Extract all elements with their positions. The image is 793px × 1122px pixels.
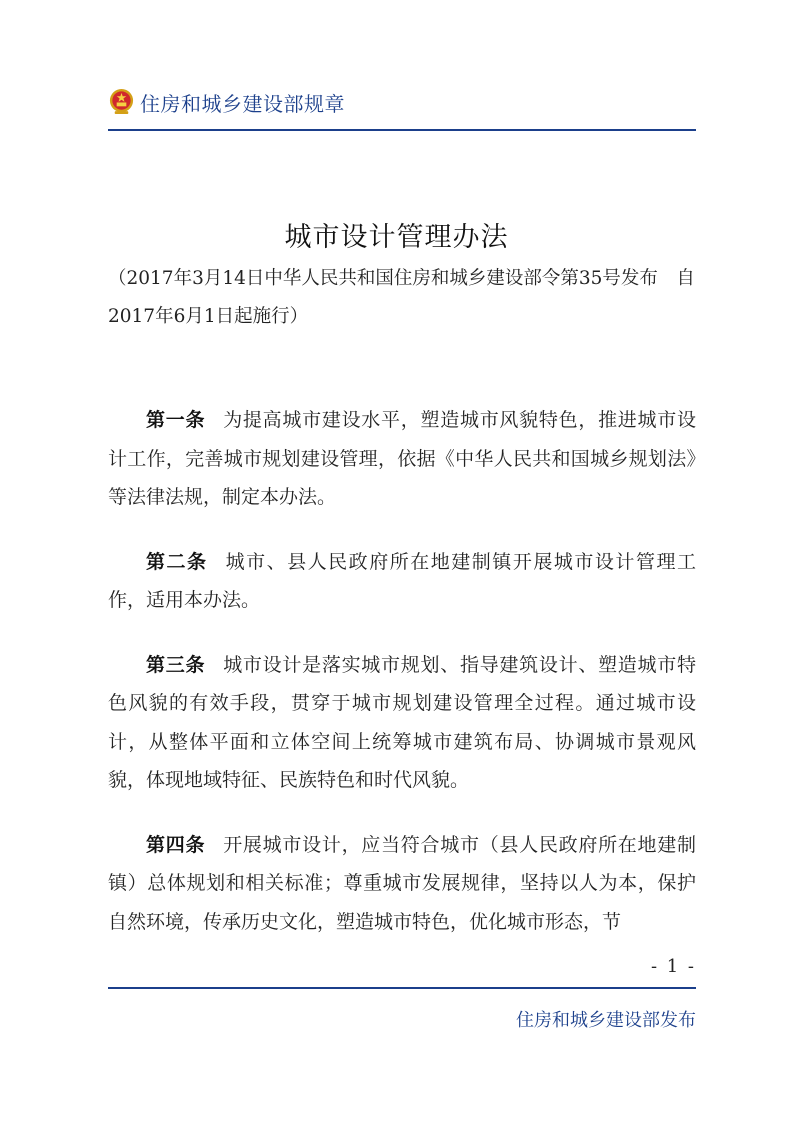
article-label: 第四条 <box>146 833 206 856</box>
article-label: 第三条 <box>146 653 206 676</box>
header-divider <box>108 129 696 131</box>
footer-publisher: 住房和城乡建设部发布 <box>516 1010 696 1031</box>
page-header <box>108 86 696 118</box>
footer-divider <box>108 987 696 989</box>
article-text: 为提高城市建设水平，塑造城市风貌特色，推进城市设计工作，完善城市规划建设管理，依据《中华人民共和国城乡规划法》等法律法规，制定本办法。 <box>108 409 696 508</box>
article-label: 第一条 <box>146 409 206 431</box>
article-label: 第二条 <box>146 550 208 573</box>
article-text: 城市设计是落实城市规划、指导建筑设计、塑造城市特色风貌的有效手段，贯穿于城市规划建设管理全过程。通过城市设计，从整体平面和立体空间上统筹城市建筑布局、协调城市景观风貌，体现地域特征、民族特色和时代风貌。 <box>108 653 696 791</box>
header-title: 住房和城乡建设部规章 <box>140 92 345 116</box>
article-2 <box>108 543 696 620</box>
article-4 <box>108 826 696 942</box>
document-title: 城市设计管理办法 <box>284 222 509 253</box>
page-number: - 1 - <box>650 956 696 977</box>
article-text: 城市、县人民政府所在地建制镇开展城市设计管理工作，适用本办法。 <box>108 550 696 611</box>
article-text: 开展城市设计，应当符合城市（县人民政府所在地建制镇）总体规划和相关标准；尊重城市发展规律，坚持以人为本，保护自然环境，传承历史文化，塑造城市特色，优化城市形态，节 <box>108 833 696 933</box>
article-3 <box>108 646 696 800</box>
document-body <box>108 401 696 967</box>
article-1 <box>108 401 696 517</box>
national-emblem-icon <box>108 88 135 115</box>
document-subtitle: （2017年3月14日中华人民共和国住房和城乡建设部令第35号发布 自2017年6月1日起施行） <box>108 268 695 327</box>
